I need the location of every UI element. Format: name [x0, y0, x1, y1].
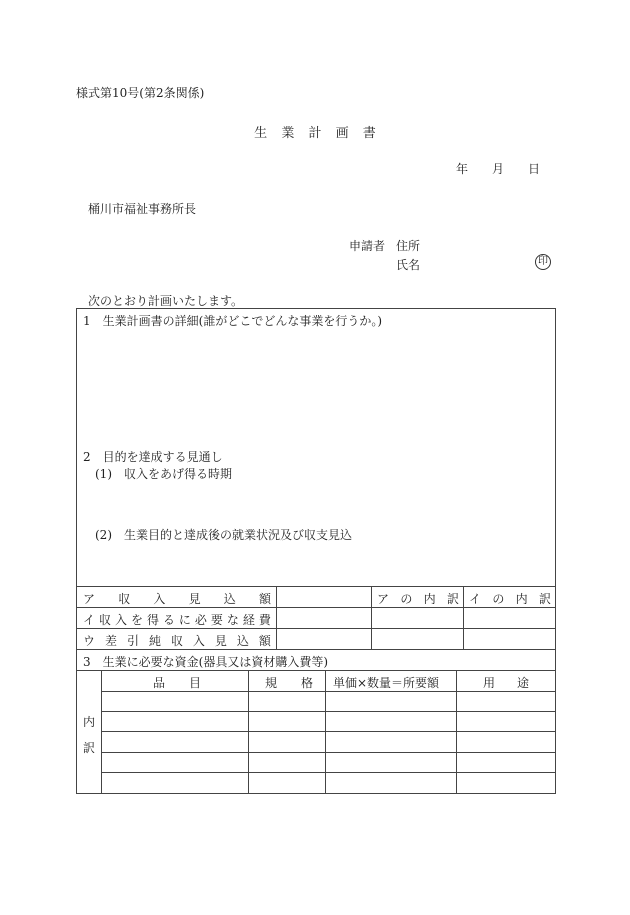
col-divider	[463, 586, 464, 649]
seal-mark: 印	[535, 254, 551, 270]
title-char: 画	[335, 126, 349, 141]
title-char: 業	[281, 126, 295, 141]
plan-form-table	[76, 308, 556, 794]
col-divider	[276, 586, 277, 649]
recipient: 桶川市福祉事務所長	[88, 202, 197, 216]
section2-item1: (1) 収入をあげ得る時期	[95, 467, 232, 481]
title-char: 生	[254, 126, 268, 141]
row-divider	[101, 711, 555, 712]
intro-text: 次のとおり計画いたします。	[88, 294, 244, 308]
breakdown-a-header: ア の 内 訳	[377, 592, 459, 606]
document-title	[0, 122, 630, 141]
row-divider	[77, 586, 555, 587]
row-divider	[77, 607, 555, 608]
row-divider	[101, 731, 555, 732]
col-header-use: 用 途	[483, 676, 529, 690]
section3-heading: 3 生業に必要な資金(器具又は資材購入費等)	[83, 655, 328, 669]
row-divider	[77, 670, 555, 671]
section2-heading: 2 目的を達成する見通し	[83, 450, 223, 464]
row-divider	[101, 772, 555, 773]
date-year-label: 年	[456, 162, 469, 176]
row-divider	[77, 649, 555, 650]
col-header-calc: 単価×数量＝所要額	[333, 676, 440, 690]
row-divider	[101, 752, 555, 753]
section2-item2: (2) 生業目的と達成後の就業状況及び収支見込	[95, 528, 352, 542]
row-divider	[77, 628, 555, 629]
breakdown-side-label-1: 内	[83, 715, 96, 729]
title-char: 計	[308, 126, 322, 141]
title-char: 書	[362, 126, 376, 141]
income-row-b-label: イ 収 入 を 得 る に 必 要 な 経 費	[83, 613, 271, 627]
col-divider	[371, 586, 372, 649]
col-header-spec: 規 格	[265, 676, 313, 690]
date-month-label: 月	[492, 162, 505, 176]
row-divider	[101, 691, 555, 692]
address-label: 住所	[396, 239, 421, 253]
col-header-item: 品 目	[153, 676, 201, 690]
form-number-label: 様式第10号(第2条関係)	[76, 86, 205, 100]
date-day-label: 日	[528, 162, 541, 176]
income-row-c-label: ウ 差 引 純 収 入 見 込 額	[83, 634, 271, 648]
name-label: 氏名	[396, 258, 421, 272]
breakdown-side-label-2: 訳	[83, 741, 96, 755]
section1-heading: 1 生業計画書の詳細(誰がどこでどんな事業を行うか。)	[83, 314, 383, 328]
breakdown-b-header: イ の 内 訳	[469, 592, 551, 606]
income-row-a-label: ア 収 入 見 込 額	[83, 592, 271, 606]
applicant-label: 申請者	[349, 239, 386, 253]
